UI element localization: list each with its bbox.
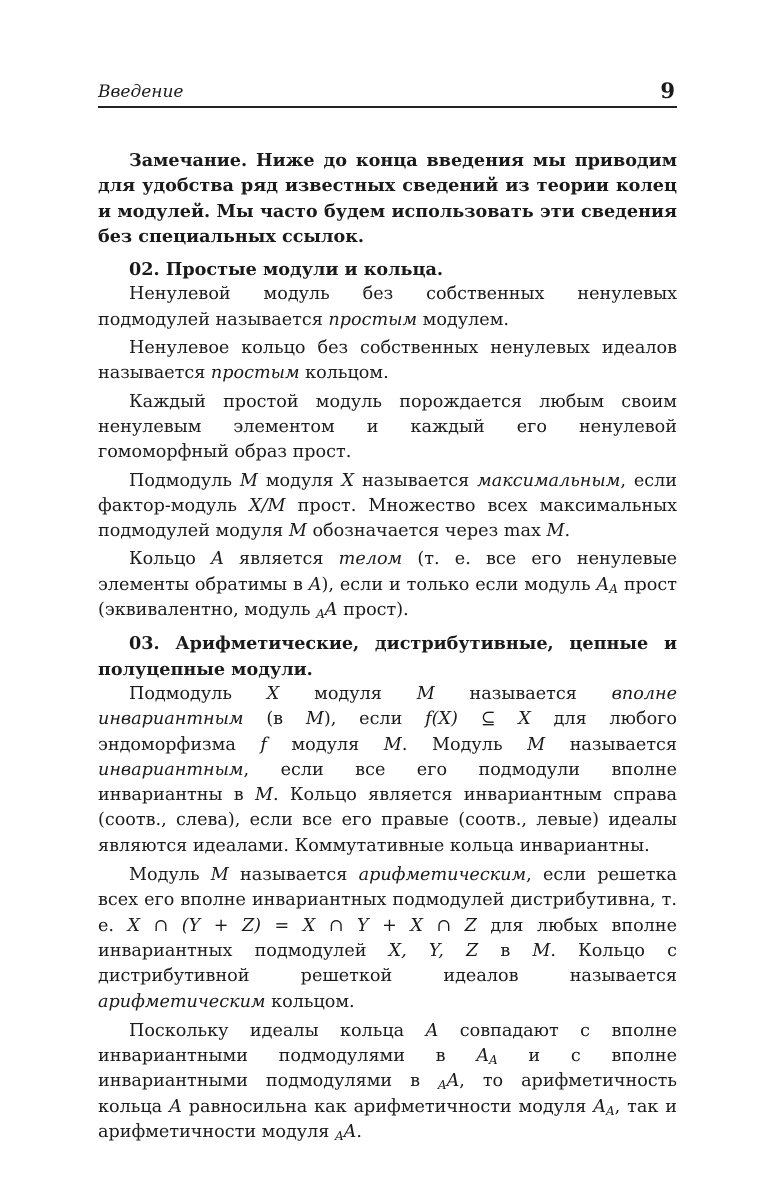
section-02-heading: 02. Простые модули и кольца. (129, 259, 444, 281)
running-header (98, 78, 677, 108)
remark-paragraph: Замечание. Ниже до конца введения мы приводим для удобства ряд известных сведений из теории колец и модулей. Мы часто будем использовать эти сведения без специальных ссылок. (98, 150, 677, 247)
running-title: Введение (98, 82, 184, 102)
page-body (98, 148, 677, 1145)
section-03-paragraph-3: Поскольку идеалы кольца A совпадают с вполне инвариантными подмодулями в $A_A$ и с вполне инвариантными подмодулями в $_A$A, то арифметичность кольца A равносильна как арифметичности модуля $A_A$, так и арифметичности модуля $_A$A. (98, 1020, 677, 1143)
section-03-heading: 03. Арифметические, дистрибутивные, цепные и полуцепные модули. (98, 633, 677, 680)
section-02-paragraph-3: Каждый простой модуль порождается любым своим ненулевым элементом и каждый его ненулевой гомоморфный образ прост. (98, 391, 677, 463)
section-02-paragraph-2: Ненулевое кольцо без собственных ненулевых идеалов называется простым кольцом. (98, 338, 677, 384)
section-03-paragraph-2: Модуль M называется арифметическим, если решетка всех его вполне инвариантных подмодулей дистрибутивна, т. е. X ∩ (Y + Z) = X ∩ Y + X ∩ Z для любых вполне инвариантных подмодулей X, Y, Z в M. Кольцо с дистрибутивной решеткой идеалов называется арифметическим кольцом. (98, 865, 678, 1012)
section-02-paragraph-1: Ненулевой модуль без собственных ненулевых подмодулей называется простым модулем. (98, 284, 677, 330)
section-03-paragraph-1: Подмодуль X модуля M называется вполне инвариантным (в M), если f(X) ⊆ X для любого эндоморфизма f модуля M. Модуль M называется инвариантным, если все его подмодули вполне инвариантны в M. Кольцо является инвариантным справа (соотв., слева), если все его правые (соотв., левые) идеалы являются идеалами. Коммутативные кольца инвариантны. (98, 683, 678, 856)
section-02-paragraph-4: Подмодуль M модуля X называется максимальным, если фактор-модуль X/M прост. Множество всех максимальных подмодулей модуля M обозначается через max M. (98, 470, 677, 542)
section-02-paragraph-5: Кольцо A является телом (т. е. все его ненулевые элементы обратимы в A), если и только если модуль $A_A$ прост (эквивалентно, модуль $_A$A прост). (98, 549, 677, 622)
page-number: 9 (660, 78, 675, 103)
